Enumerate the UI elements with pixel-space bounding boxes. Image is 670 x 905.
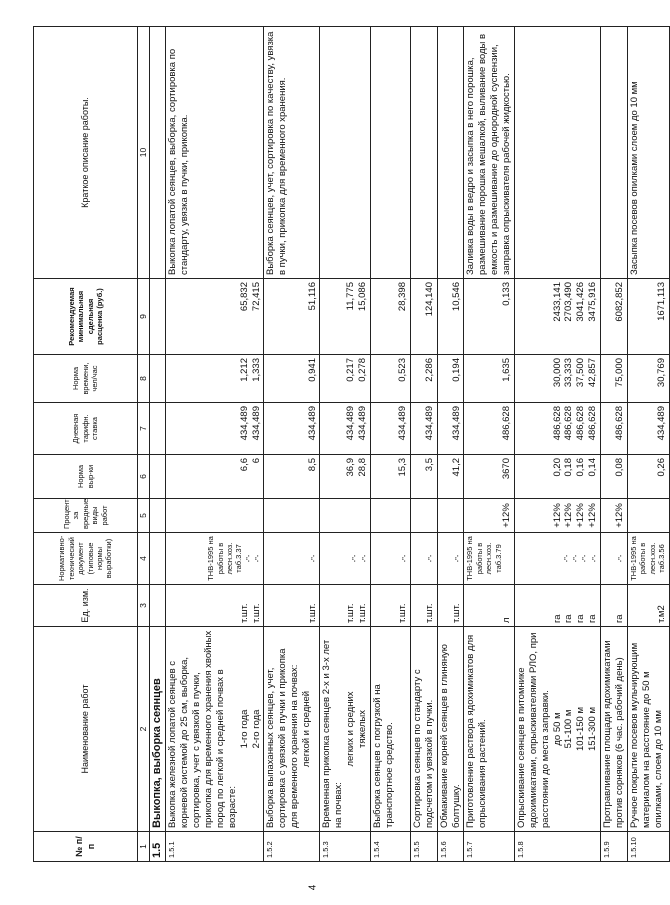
desc-cell: Заливка воды в ведро и засыпка в него порошка, размешивание порошка мешалкой, выливание воды в емкость и размешивание до однородной суспензии, заправка опрыскивателя рабочей жидкостью. <box>464 27 515 279</box>
unit-value: га <box>563 614 575 623</box>
desc-cell <box>410 27 437 279</box>
rate-value: 486,628 <box>563 406 575 441</box>
unit-value: т.шт. <box>450 603 462 623</box>
time-value: 37,500 <box>575 358 587 388</box>
norm-value: 3,5 <box>423 458 435 472</box>
time-value: 30,769 <box>655 358 667 388</box>
pct-cell <box>410 499 437 533</box>
pct-cell <box>264 499 320 533</box>
time-cell <box>514 355 600 403</box>
rates-table <box>33 26 670 862</box>
pct-cell <box>464 499 515 533</box>
table-row <box>410 27 437 862</box>
doc-ditto: -"- <box>399 554 409 563</box>
desc-cell <box>514 27 600 279</box>
doc-ditto: -"- <box>589 554 599 563</box>
work-subitem: 101-150 м <box>575 706 587 752</box>
norm-value: 0,20 <box>551 458 563 477</box>
rate-value: 486,628 <box>613 406 625 441</box>
time-value: 2,286 <box>423 358 435 382</box>
time-value: 0,523 <box>397 358 408 382</box>
unit-cell <box>410 585 437 627</box>
price-cell <box>264 279 320 355</box>
colnum: 4 <box>138 533 150 585</box>
rate-value: 434,489 <box>250 406 262 441</box>
unit-value: л <box>501 617 512 623</box>
desc-cell <box>437 27 464 279</box>
norm-cell <box>166 455 264 499</box>
pct-value: +12% <box>587 503 599 528</box>
time-value: 0,278 <box>357 358 368 382</box>
unit-cell <box>320 585 371 627</box>
doc-ditto: -"- <box>253 554 262 563</box>
desc-cell: Выкопка лопатой сеянцев, выборка, сортировка по стандарту, увязка в пучки, прикопка. <box>166 27 264 279</box>
time-value: 0,194 <box>450 358 462 382</box>
time-value: 0,941 <box>306 358 318 382</box>
unit-cell <box>166 585 264 627</box>
doc-ditto: -"- <box>309 554 318 563</box>
colnum: 1 <box>138 832 150 862</box>
time-value: 1,333 <box>250 358 262 382</box>
time-cell <box>370 355 410 403</box>
rate-value: 434,489 <box>238 406 250 441</box>
work-name-text: Приготовление раствора ядохимикатов для опрыскивания растений. <box>465 634 489 828</box>
norm-cell <box>320 455 371 499</box>
norm-value: 0,14 <box>587 458 599 477</box>
header-pct: Процент за вредные виды работ <box>34 499 138 533</box>
time-value: 33,333 <box>563 358 575 388</box>
work-subitem: 151-300 м <box>587 706 599 752</box>
time-cell <box>264 355 320 403</box>
row-number: 1.5.7 <box>464 832 515 862</box>
work-name <box>320 627 371 832</box>
pct-cell <box>514 499 600 533</box>
work-subitem: 1-го года <box>238 709 250 749</box>
work-subitem: 51-100 м <box>563 709 575 749</box>
time-value: 0,217 <box>345 358 357 382</box>
pct-value: +12% <box>501 503 512 528</box>
header-desc: Краткое описание работы. <box>34 27 138 279</box>
table-row <box>437 27 464 862</box>
row-number: 1.5.4 <box>370 832 410 862</box>
doc-ditto: -"- <box>561 554 571 563</box>
doc-cell <box>320 533 371 585</box>
norm-value: 0,18 <box>563 458 575 477</box>
rotated-table-container <box>33 27 667 862</box>
doc-ref: ТНВ-1995 на работы в лесн.хоз. таб.3.79 <box>465 536 503 581</box>
pct-cell <box>370 499 410 533</box>
price-value: 72,415 <box>250 282 262 312</box>
pct-value: +12% <box>551 503 563 528</box>
work-name <box>264 627 320 832</box>
unit-cell <box>464 585 515 627</box>
colnum: 2 <box>138 627 150 832</box>
colnum: 10 <box>138 27 150 279</box>
unit-cell <box>370 585 410 627</box>
work-subitem: легкой и средней <box>301 690 312 768</box>
norm-value: 6 <box>250 458 262 464</box>
price-cell <box>627 279 669 355</box>
price-value: 2703,490 <box>563 282 575 322</box>
price-value: 6082,852 <box>613 282 625 322</box>
price-value: 28,398 <box>397 282 408 312</box>
time-value: 1,635 <box>501 358 512 382</box>
header-norm: Норма выр-ки <box>34 455 138 499</box>
price-cell <box>464 279 515 355</box>
price-value: 11,775 <box>345 282 357 311</box>
table-row <box>514 27 600 862</box>
doc-ditto: -"- <box>580 554 590 563</box>
page-number: 4 <box>307 884 319 891</box>
pct-cell <box>601 499 628 533</box>
time-cell <box>437 355 464 403</box>
header-unit: Ед. изм. <box>34 585 138 627</box>
norm-value: 36,9 <box>345 458 357 477</box>
header-num: № п/п <box>34 832 138 862</box>
work-name-text: Опрыскивание сеянцев в питомнике ядохимикатами, опрыскивателями РЛО, при расстоянии до места заправки. <box>515 632 551 828</box>
norm-cell <box>370 455 410 499</box>
header-name: Наименование работ <box>34 627 138 832</box>
rate-value: 434,489 <box>357 406 368 441</box>
rate-value: 486,628 <box>501 406 512 441</box>
row-number: 1.5.10 <box>627 832 669 862</box>
work-name-text: Выкопка железной лопатой сеянцев с корневой системой до 25 см, выборка, сортировка, учет с увязкой в пучки, прикопка для временного хранения хвойных пород по легкой и средней почвах в возрасте: <box>167 630 238 828</box>
unit-value: т.шт. <box>357 603 368 623</box>
doc-cell <box>166 533 264 585</box>
norm-value: 3670 <box>501 458 512 480</box>
row-number: 1.5.2 <box>264 832 320 862</box>
norm-cell <box>601 455 628 499</box>
pct-value: +12% <box>563 503 575 528</box>
price-cell <box>410 279 437 355</box>
time-value: 1,212 <box>238 358 250 382</box>
norm-value: 15,3 <box>397 458 408 477</box>
doc-cell <box>601 533 628 585</box>
work-name <box>627 627 669 832</box>
unit-cell <box>627 585 669 627</box>
work-name-text: Протравливание площади ядохимикатами против сорняков (6 час. рабочий день) <box>602 640 625 828</box>
price-value: 15,086 <box>357 282 368 312</box>
colnum: 9 <box>138 279 150 355</box>
work-subitem: легких и средних <box>345 691 357 767</box>
doc-ditto: -"- <box>243 554 253 563</box>
column-number-row <box>138 27 150 862</box>
price-value: 51,116 <box>306 282 318 311</box>
work-name <box>166 627 264 832</box>
desc-cell <box>370 27 410 279</box>
price-value: 3041,426 <box>575 282 587 322</box>
work-name-text: Выборка выпаханных сеянцев, учет, сортировка с увязкой в пучки и прикопка для временного хранения на почвах: <box>265 648 301 828</box>
work-name <box>437 627 464 832</box>
work-name <box>370 627 410 832</box>
norm-cell <box>627 455 669 499</box>
price-value: 1671,113 <box>655 282 667 321</box>
doc-cell <box>370 533 410 585</box>
pct-value: +12% <box>613 503 625 528</box>
unit-cell <box>264 585 320 627</box>
time-cell <box>320 355 371 403</box>
work-name-text: Сортировка сеянцев по стандарту с подсчетом и увязкой в пучки. <box>411 669 435 828</box>
rate-cell <box>627 403 669 455</box>
rate-value: 434,489 <box>397 406 408 441</box>
unit-value: га <box>575 614 587 623</box>
price-value: 65,832 <box>238 282 250 312</box>
doc-ref: ТНВ-1995 на работы в лесн.хоз. таб.3.56 <box>628 536 666 581</box>
doc-ditto: -"- <box>616 554 626 563</box>
doc-ditto: -"- <box>350 554 360 563</box>
price-cell <box>166 279 264 355</box>
rate-cell <box>601 403 628 455</box>
doc-ditto: -"- <box>426 554 436 563</box>
rate-value: 486,628 <box>551 406 563 441</box>
norm-value: 6,6 <box>238 458 250 472</box>
row-number: 1.5.3 <box>320 832 371 862</box>
pct-cell <box>166 499 264 533</box>
rate-cell <box>264 403 320 455</box>
rate-cell <box>166 403 264 455</box>
norm-cell <box>464 455 515 499</box>
work-name <box>464 627 515 832</box>
work-name <box>410 627 437 832</box>
norm-cell <box>264 455 320 499</box>
doc-cell <box>410 533 437 585</box>
work-name-text: Обмакивание корней сеянцев в глиняную болтушку. <box>438 644 462 828</box>
doc-ditto: -"- <box>453 554 462 563</box>
doc-cell <box>627 533 669 585</box>
header-doc: Нормативно-технический документ (типовые нормы выработки) <box>34 533 138 585</box>
rate-cell <box>437 403 464 455</box>
colnum: 7 <box>138 403 150 455</box>
norm-cell <box>514 455 600 499</box>
price-value: 124,140 <box>423 282 435 317</box>
doc-ref: ТНВ-1995 на работы в лесн.хоз. таб.3.37 <box>206 536 244 581</box>
pct-cell <box>627 499 669 533</box>
unit-value: т.шт. <box>345 603 357 623</box>
rate-cell <box>320 403 371 455</box>
unit-cell <box>437 585 464 627</box>
pct-cell <box>437 499 464 533</box>
doc-cell <box>264 533 320 585</box>
price-cell <box>320 279 371 355</box>
table-row <box>627 27 669 862</box>
time-cell <box>601 355 628 403</box>
header-rate: Дневная тарифн. ставка <box>34 403 138 455</box>
desc-cell <box>320 27 371 279</box>
norm-value: 0,08 <box>613 458 625 477</box>
row-number: 1.5.1 <box>166 832 264 862</box>
table-row <box>320 27 371 862</box>
norm-value: 0,26 <box>655 458 667 477</box>
norm-value: 28,8 <box>357 458 368 477</box>
price-cell <box>437 279 464 355</box>
unit-cell <box>514 585 600 627</box>
work-subitem: до 50 м <box>551 712 563 746</box>
norm-cell <box>410 455 437 499</box>
work-name <box>514 627 600 832</box>
work-name <box>601 627 628 832</box>
desc-cell: Выборка сеянцев, учет, сортировка по качеству, увязка в пучки, прикопка для временного хранения. <box>264 27 320 279</box>
time-value: 42,857 <box>587 358 599 388</box>
doc-cell <box>437 533 464 585</box>
norm-cell <box>437 455 464 499</box>
norm-value: 8,5 <box>306 458 318 472</box>
rate-value: 434,489 <box>345 406 357 441</box>
unit-value: т.шт. <box>238 603 250 623</box>
price-cell <box>601 279 628 355</box>
doc-ditto: -"- <box>570 554 580 563</box>
rate-value: 486,628 <box>575 406 587 441</box>
unit-value: га <box>587 614 599 623</box>
time-cell <box>627 355 669 403</box>
rate-value: 434,489 <box>655 406 667 441</box>
unit-value: т.шт. <box>397 603 408 623</box>
rate-cell <box>410 403 437 455</box>
price-value: 0,133 <box>501 282 512 306</box>
rate-value: 434,489 <box>306 406 318 441</box>
price-cell <box>370 279 410 355</box>
time-value: 75,000 <box>613 358 625 388</box>
header-price: Рекомендуемая минимальная сдельная расценка (руб.) <box>34 279 138 355</box>
unit-value: т.шт. <box>423 603 435 623</box>
section-row <box>149 27 166 862</box>
rate-cell <box>370 403 410 455</box>
time-cell <box>166 355 264 403</box>
desc-cell: Засыпка посевов опилками слоем до 10 мм <box>627 27 669 279</box>
rate-value: 434,489 <box>450 406 462 441</box>
time-value: 30,000 <box>551 358 563 388</box>
time-cell <box>464 355 515 403</box>
unit-value: га <box>551 614 563 623</box>
row-number: 1.5.6 <box>437 832 464 862</box>
work-name-text: Выборка сеянцев с погрузкой на транспортное средство. <box>371 684 395 828</box>
pct-value: +12% <box>575 503 587 528</box>
table-row <box>264 27 320 862</box>
price-value: 2433,141 <box>551 282 563 322</box>
row-number: 1.5.5 <box>410 832 437 862</box>
colnum: 6 <box>138 455 150 499</box>
price-value: 10,546 <box>450 282 462 312</box>
colnum: 3 <box>138 585 150 627</box>
row-number: 1.5.9 <box>601 832 628 862</box>
doc-ditto: -"- <box>359 554 369 563</box>
header-row <box>34 27 138 862</box>
norm-value: 0,16 <box>575 458 587 477</box>
table-row <box>166 27 264 862</box>
work-name-text: Временная прикопка сеянцев 2-х и 3-х лет на почвах: <box>321 639 345 828</box>
doc-cell <box>464 533 515 585</box>
unit-value: т.шт. <box>306 603 318 623</box>
header-time: Норма времени, чел/час <box>34 355 138 403</box>
rate-cell <box>464 403 515 455</box>
rate-value: 434,489 <box>423 406 435 441</box>
unit-value: т.шт. <box>250 603 262 623</box>
unit-value: га <box>613 614 625 623</box>
rate-value: 486,628 <box>587 406 599 441</box>
table-row <box>601 27 628 862</box>
work-subitem: тяжелых <box>357 710 368 748</box>
section-num: 1.5 <box>149 832 166 862</box>
time-cell <box>410 355 437 403</box>
colnum: 8 <box>138 355 150 403</box>
work-name-text: Ручное покрытие посевов мульчирующим материалом на расстояние до 50 м опилками, слоем до 10 мм <box>628 642 664 828</box>
rate-cell <box>514 403 600 455</box>
colnum: 5 <box>138 499 150 533</box>
price-value: 3475,916 <box>587 282 599 322</box>
table-row <box>370 27 410 862</box>
unit-cell <box>601 585 628 627</box>
row-number: 1.5.8 <box>514 832 600 862</box>
unit-value: т.м2 <box>655 605 667 623</box>
work-subitem: 2-го года <box>250 709 262 749</box>
desc-cell <box>601 27 628 279</box>
norm-value: 41,2 <box>450 458 462 477</box>
table-row <box>464 27 515 862</box>
price-cell <box>514 279 600 355</box>
doc-cell <box>514 533 600 585</box>
pct-cell <box>320 499 371 533</box>
section-title: Выкопка, выборка сеянцев <box>149 627 166 832</box>
